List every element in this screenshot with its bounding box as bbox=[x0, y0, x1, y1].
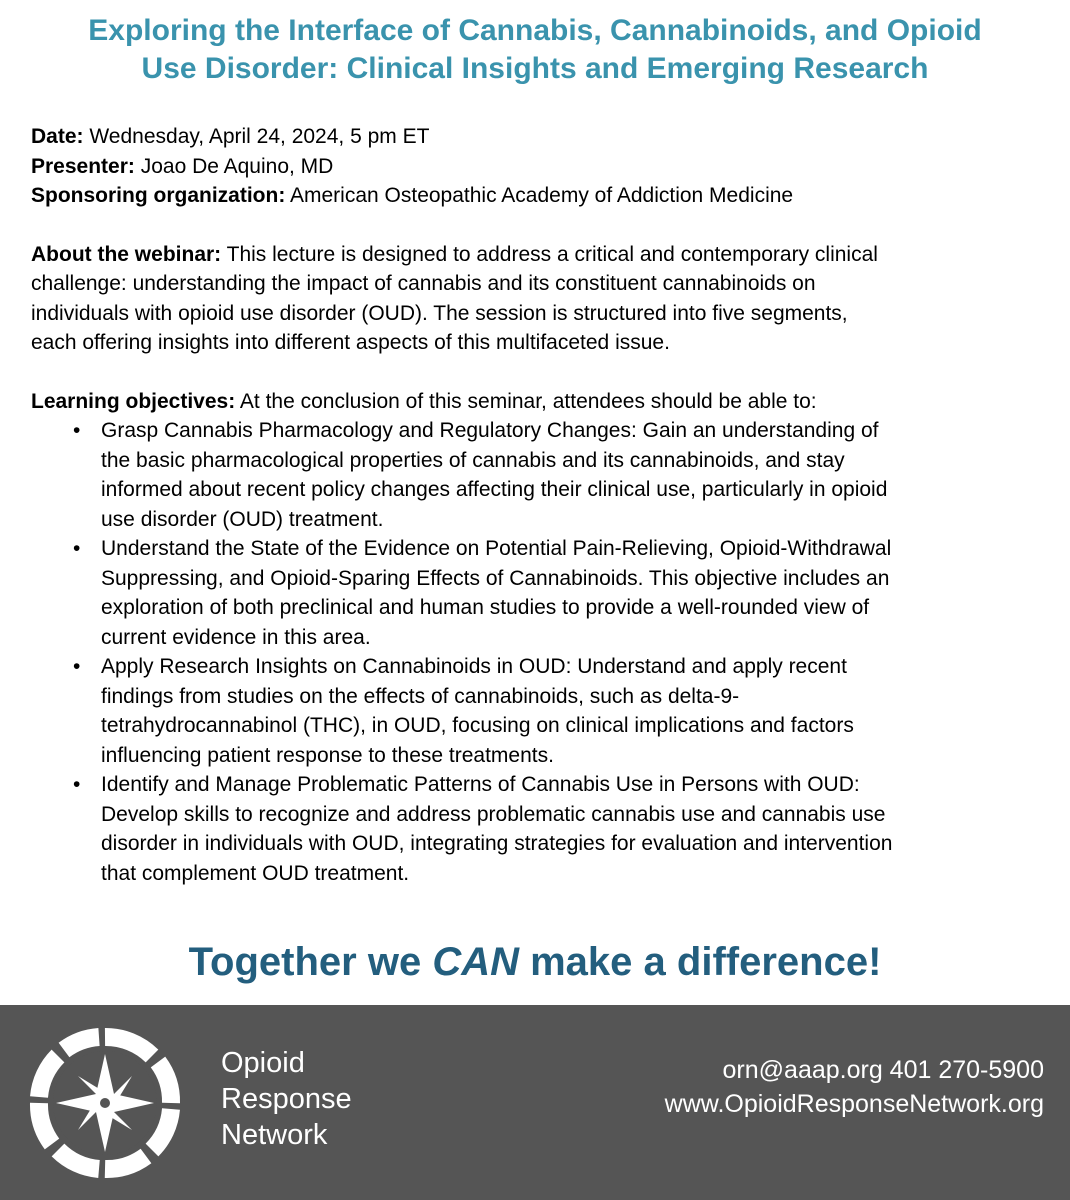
objective-line: disorder in individuals with OUD, integrating strategies for evaluation and intervention bbox=[101, 832, 893, 855]
list-item bbox=[31, 416, 1056, 534]
tagline bbox=[0, 937, 1070, 987]
content-body bbox=[31, 122, 1056, 888]
list-item bbox=[31, 770, 1056, 888]
about-line: individuals with opioid use disorder (OUD). The session is structured into five segments, bbox=[31, 301, 848, 325]
objective-line: exploration of both preclinical and human studies to provide a well-rounded view of bbox=[101, 596, 870, 619]
objectives-intro: At the conclusion of this seminar, attendees should be able to: bbox=[235, 389, 817, 413]
about-section bbox=[31, 240, 1056, 358]
objective-line: informed about recent policy changes affecting their clinical use, particularly in opioid bbox=[101, 478, 888, 501]
objective-line: Identify and Manage Problematic Patterns of Cannabis Use in Persons with OUD: bbox=[101, 773, 860, 796]
tagline-end: make a difference! bbox=[519, 940, 882, 984]
date-value: Wednesday, April 24, 2024, 5 pm ET bbox=[83, 125, 430, 148]
title-line-1: Exploring the Interface of Cannabis, Cannabinoids, and Opioid bbox=[88, 14, 982, 47]
objective-line: influencing patient response to these treatments. bbox=[101, 743, 554, 767]
objective-line: findings from studies on the effects of cannabinoids, such as delta-9- bbox=[101, 684, 740, 708]
org-name-line: Network bbox=[221, 1119, 328, 1151]
email-phone[interactable]: orn@aaap.org 401 270-5900 bbox=[722, 1056, 1044, 1084]
list-item bbox=[31, 534, 1056, 652]
sponsor-label: Sponsoring organization: bbox=[31, 184, 286, 207]
presenter-row bbox=[31, 152, 1056, 182]
sponsor-value: American Osteopathic Academy of Addiction Medicine bbox=[285, 184, 794, 207]
objectives-list bbox=[31, 416, 1056, 888]
footer bbox=[0, 1005, 1070, 1200]
sponsor-row bbox=[31, 181, 1056, 211]
objective-line: Understand the State of the Evidence on Potential Pain-Relieving, Opioid-Withdrawal bbox=[101, 537, 892, 560]
objective-line: Apply Research Insights on Cannabinoids in OUD: Understand and apply recent bbox=[101, 655, 847, 678]
objectives-section bbox=[31, 387, 1056, 889]
objective-line: the basic pharmacological properties of cannabis and its cannabinoids, and stay bbox=[101, 448, 845, 472]
tagline-start: Together we bbox=[188, 940, 433, 984]
objective-line: tetrahydrocannabinol (THC), in OUD, focusing on clinical implications and factors bbox=[101, 714, 854, 737]
objectives-label: Learning objectives: bbox=[31, 389, 236, 413]
org-name-line: Response bbox=[221, 1083, 352, 1115]
date-label: Date: bbox=[31, 125, 84, 148]
org-name-line: Opioid bbox=[221, 1047, 305, 1079]
date-row bbox=[31, 122, 1056, 152]
contact-info bbox=[665, 1053, 1044, 1121]
objective-line: use disorder (OUD) treatment. bbox=[101, 507, 384, 531]
page-title bbox=[0, 12, 1070, 88]
tagline-emphasis: CAN bbox=[432, 940, 519, 984]
bullet-icon: • bbox=[73, 419, 81, 442]
about-line: each offering insights into different aspects of this multifaceted issue. bbox=[31, 331, 670, 354]
presenter-label: Presenter: bbox=[31, 154, 135, 178]
about-line: challenge: understanding the impact of cannabis and its constituent cannabinoids on bbox=[31, 272, 816, 295]
title-line-2: Use Disorder: Clinical Insights and Emerging Research bbox=[141, 52, 929, 85]
about-label: About the webinar: bbox=[31, 242, 222, 266]
bullet-icon: • bbox=[73, 655, 81, 678]
org-name bbox=[221, 1045, 352, 1153]
about-line: This lecture is designed to address a critical and contemporary clinical bbox=[221, 242, 878, 266]
presenter-value: Joao De Aquino, MD bbox=[134, 154, 334, 178]
objective-line: that complement OUD treatment. bbox=[101, 861, 410, 885]
objective-line: Grasp Cannabis Pharmacology and Regulatory Changes: Gain an understanding of bbox=[101, 419, 879, 442]
bullet-icon: • bbox=[73, 537, 81, 560]
objective-line: current evidence in this area. bbox=[101, 625, 371, 649]
bullet-icon: • bbox=[73, 773, 81, 796]
list-item bbox=[31, 652, 1056, 770]
website-link[interactable]: www.OpioidResponseNetwork.org bbox=[664, 1090, 1044, 1118]
objective-line: Suppressing, and Opioid-Sparing Effects of Cannabinoids. This objective includes an bbox=[101, 566, 890, 590]
compass-star-icon bbox=[26, 1024, 184, 1182]
objective-line: Develop skills to recognize and address problematic cannabis use and cannabis use bbox=[101, 802, 886, 826]
